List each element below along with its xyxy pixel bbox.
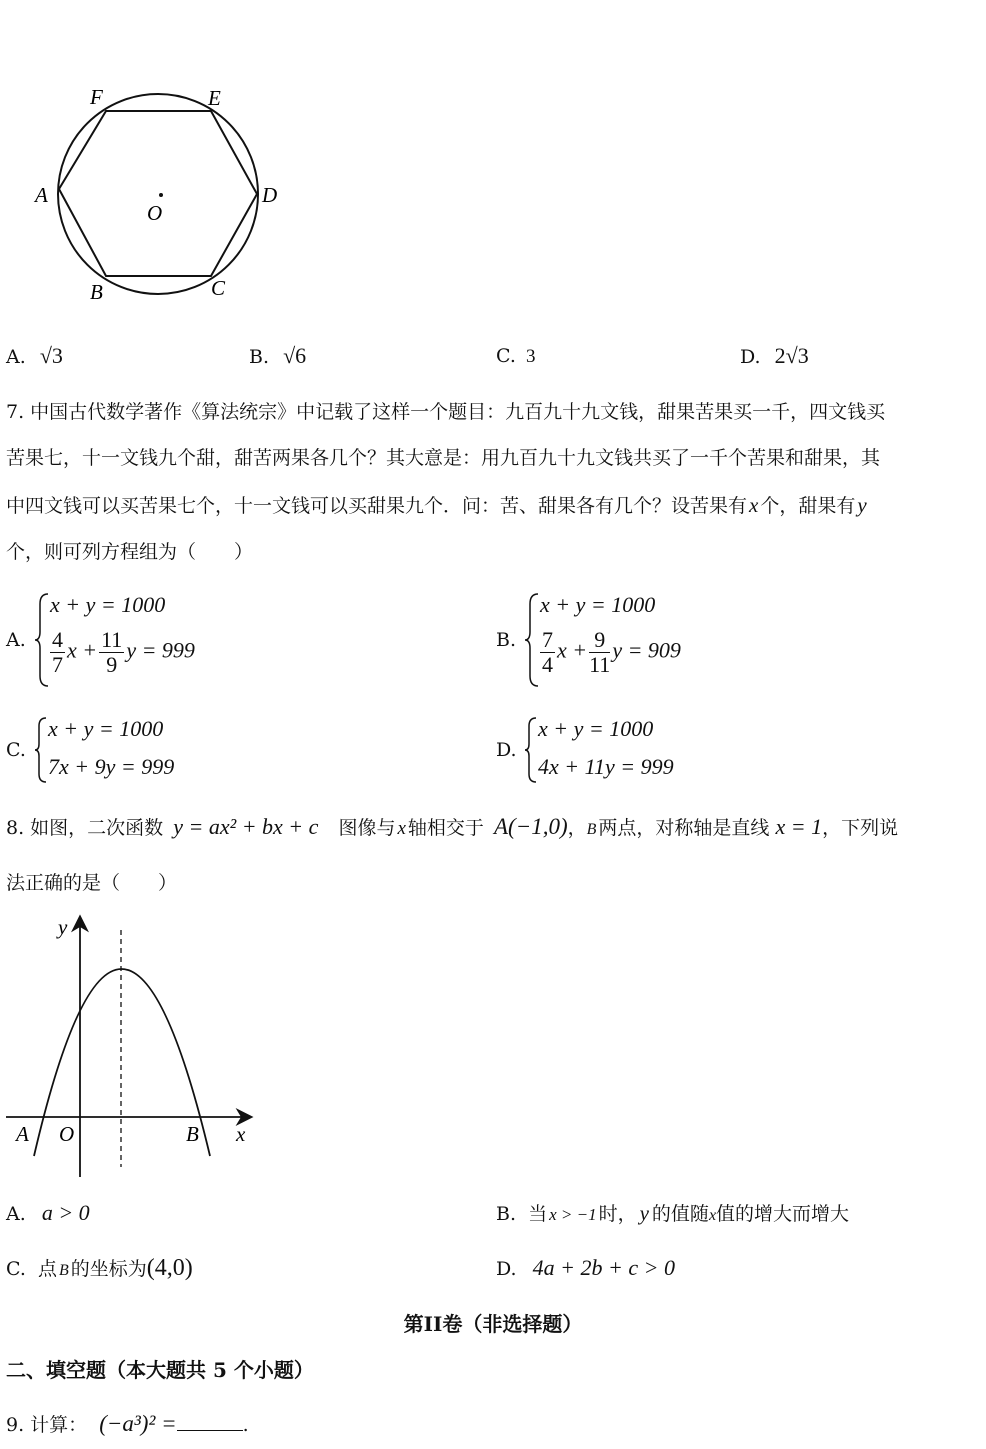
- parabola-graph: [4, 912, 260, 1182]
- fraction: $\frac{4}{7}$: [52, 627, 63, 677]
- q9-line: [6, 1412, 249, 1437]
- option-condition: x > −1: [549, 1205, 597, 1224]
- q8-axis: x = 1: [775, 814, 823, 839]
- option-letter: D.: [740, 346, 761, 368]
- option-letter: A.: [6, 346, 26, 368]
- left-brace-icon: [34, 716, 48, 784]
- option-letter: D.: [496, 739, 517, 761]
- q9-expression: (−a³)² =: [99, 1411, 177, 1436]
- option-text: a > 0: [41, 1200, 90, 1225]
- answer-blank[interactable]: [177, 1412, 243, 1431]
- var-x: x: [749, 493, 759, 517]
- label-A: A: [16, 1122, 29, 1146]
- q7-line-3-b: 个，甜果有: [760, 495, 856, 517]
- q8-option-c[interactable]: [6, 1256, 193, 1283]
- q7-line-3-a: 中四文钱可以买苦果七个，十一文钱可以买甜果九个．问：苦、甜果各有几个？设苦果有: [6, 495, 748, 517]
- fraction: $\frac{9}{11}$: [589, 627, 611, 677]
- q8-option-b[interactable]: [496, 1201, 849, 1228]
- q8-mid1: 图像与: [338, 817, 396, 839]
- var-b: B: [58, 1262, 69, 1279]
- option-letter: A.: [6, 1203, 26, 1225]
- q8-option-d[interactable]: [496, 1256, 675, 1281]
- q6-option-b[interactable]: [249, 344, 306, 369]
- circle-o: [58, 94, 258, 294]
- regular-hexagon: [59, 111, 257, 276]
- equation-2: 7x + 9y = 999: [48, 754, 175, 779]
- label-F: F: [90, 85, 103, 109]
- var-y: y: [857, 493, 867, 517]
- option-letter: B.: [249, 346, 270, 368]
- q8-option-a[interactable]: [6, 1201, 90, 1226]
- left-brace-icon: [524, 716, 538, 784]
- option-coord: (4,0): [146, 1255, 193, 1281]
- var-b: B: [586, 821, 597, 838]
- equation-2: $\frac{4}{7}$ x + $\frac{11}{9}$ y = 999: [52, 627, 195, 677]
- hexagon-circle-figure: [28, 80, 298, 305]
- label-y: y: [58, 915, 68, 939]
- q7-line-3: [6, 493, 867, 518]
- equation-1: x + y = 1000: [48, 716, 164, 741]
- label-A: A: [35, 183, 48, 207]
- q8-point-a: A(−1,0): [493, 814, 568, 839]
- label-O: O: [59, 1122, 75, 1146]
- q6-option-a[interactable]: [6, 344, 63, 369]
- option-pre: 点: [37, 1258, 57, 1280]
- option-letter: B.: [496, 1203, 517, 1225]
- equation-2: $\frac{7}{4}$ x + $\frac{9}{11}$ y = 909: [542, 627, 681, 677]
- q8-function: y = ax² + bx + c: [173, 814, 319, 839]
- label-x: x: [236, 1122, 246, 1146]
- label-B: B: [90, 280, 103, 304]
- equation-2: 4x + 11y = 999: [538, 754, 674, 779]
- var-x: x: [708, 1207, 717, 1224]
- label-D: D: [262, 183, 278, 207]
- q6-option-d[interactable]: [740, 344, 809, 369]
- part-heading: 二、填空题（本大题共 5 个小题）: [6, 1358, 314, 1382]
- section-title: 第II卷（非选择题）: [403, 1312, 583, 1336]
- option-letter: B.: [496, 629, 517, 651]
- q8-mid2: 轴相交于: [407, 817, 484, 839]
- option-letter: A.: [6, 629, 26, 651]
- option-mid2: 的值随: [651, 1203, 709, 1225]
- var-y: y: [639, 1201, 649, 1225]
- q8-pre: 8. 如图，二次函数: [6, 817, 164, 839]
- option-mid: 的坐标为: [70, 1258, 147, 1280]
- q7-line-1: 7. 中国古代数学著作《算法统宗》中记载了这样一个题目：九百九十九文钱，甜果苦果买一千，四文钱买: [6, 401, 886, 423]
- center-dot: [159, 193, 163, 197]
- label-B: B: [186, 1122, 199, 1146]
- fraction: $\frac{7}{4}$: [542, 627, 553, 677]
- option-post: 值的增大而增大: [716, 1203, 850, 1225]
- q9-post: .: [242, 1414, 249, 1436]
- q9-pre: 9. 计算：: [6, 1414, 88, 1436]
- option-letter: D.: [496, 1258, 517, 1280]
- q7-line-4: 个，则可列方程组为（ ）: [6, 541, 254, 563]
- q8-line-1: [6, 815, 898, 842]
- equation-1: x + y = 1000: [540, 592, 656, 617]
- option-letter: C.: [496, 345, 516, 367]
- equation-1: x + y = 1000: [50, 592, 166, 617]
- option-value: √3: [39, 343, 63, 368]
- option-mid: 时，: [598, 1203, 637, 1225]
- option-value: √6: [283, 343, 307, 368]
- q8-mid5: ，下列说: [822, 817, 899, 839]
- option-letter: C.: [6, 1258, 26, 1280]
- fraction: $\frac{11}{9}$: [101, 627, 123, 677]
- label-O: O: [147, 201, 163, 225]
- q8-mid3: ，: [567, 817, 587, 839]
- option-pre: 当: [528, 1203, 548, 1225]
- option-value: 2√3: [774, 343, 809, 368]
- q6-option-c[interactable]: [496, 344, 535, 369]
- q8-mid4: 两点，对称轴是直线: [598, 817, 770, 839]
- q8-line-2: 法正确的是（ ）: [6, 872, 178, 894]
- var-x: x: [397, 818, 406, 839]
- option-text: 4a + 2b + c > 0: [532, 1255, 675, 1280]
- option-value: 3: [525, 346, 536, 367]
- label-E: E: [208, 86, 221, 110]
- label-C: C: [211, 276, 226, 300]
- q7-line-2: 苦果七，十一文钱九个甜，甜苦两果各几个？其大意是：用九百九十九文钱共买了一千个苦果和甜果，其: [6, 447, 881, 469]
- equation-1: x + y = 1000: [538, 716, 654, 741]
- option-letter: C.: [6, 739, 26, 761]
